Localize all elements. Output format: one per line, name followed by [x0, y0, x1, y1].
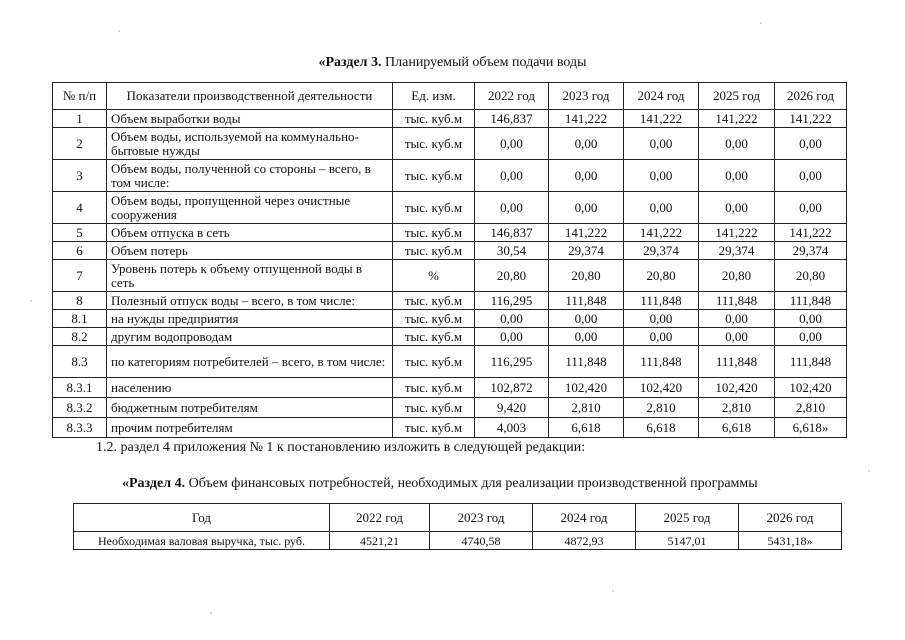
value-cell: 0,00	[475, 160, 549, 192]
value-cell: 0,00	[775, 328, 847, 346]
value-cell: 0,00	[549, 160, 624, 192]
value-cell: 0,00	[624, 128, 699, 160]
value-cell: 0,00	[775, 160, 847, 192]
header-cell: 2024 год	[624, 83, 699, 110]
row-number: 8.3.2	[53, 398, 107, 418]
indicator-name: другим водопроводам	[107, 328, 393, 346]
value-cell: 111,848	[775, 292, 847, 310]
value-cell: 146,837	[475, 110, 549, 128]
value-cell: 6,618	[624, 418, 699, 438]
unit-cell: тыс. куб.м	[393, 398, 475, 418]
scan-speck	[760, 22, 762, 24]
value-cell: 111,848	[624, 292, 699, 310]
value-cell: 102,872	[475, 378, 549, 398]
row-number: 4	[53, 192, 107, 224]
indicator-name: Объем воды, используемой на коммунально-бытовые нужды	[107, 128, 393, 160]
table-row	[53, 328, 847, 346]
value-cell: 0,00	[549, 310, 624, 328]
row-number: 6	[53, 242, 107, 260]
indicator-name: на нужды предприятия	[107, 310, 393, 328]
value-cell: 0,00	[699, 328, 775, 346]
instruction-paragraph: 1.2. раздел 4 приложения № 1 к постановлению изложить в следующей редакции:	[96, 440, 586, 455]
value-cell: 20,80	[624, 260, 699, 292]
value-cell: 0,00	[475, 328, 549, 346]
value-cell: 146,837	[475, 224, 549, 242]
value-cell: 29,374	[549, 242, 624, 260]
indicator-name: Объем выработки воды	[107, 110, 393, 128]
unit-cell: тыс. куб.м	[393, 310, 475, 328]
indicator-name: населению	[107, 378, 393, 398]
table-row	[53, 160, 847, 192]
value-cell: 102,420	[624, 378, 699, 398]
value-cell: 141,222	[699, 110, 775, 128]
value-cell: 5431,18»	[739, 532, 842, 550]
header-cell: Показатели производственной деятельности	[107, 83, 393, 110]
value-cell: 141,222	[624, 224, 699, 242]
unit-cell: тыс. куб.м	[393, 224, 475, 242]
value-cell: 141,222	[699, 224, 775, 242]
header-cell: 2026 год	[739, 504, 842, 532]
value-cell: 0,00	[624, 160, 699, 192]
table-row	[53, 110, 847, 128]
table-row	[53, 418, 847, 438]
scan-speck	[868, 470, 870, 472]
unit-cell: %	[393, 260, 475, 292]
unit-cell: тыс. куб.м	[393, 346, 475, 378]
value-cell: 20,80	[549, 260, 624, 292]
unit-cell: тыс. куб.м	[393, 192, 475, 224]
value-cell: 0,00	[624, 310, 699, 328]
financial-needs-table	[73, 503, 842, 550]
value-cell: 111,848	[699, 292, 775, 310]
header-cell: 2023 год	[430, 504, 533, 532]
value-cell: 0,00	[775, 310, 847, 328]
value-cell: 9,420	[475, 398, 549, 418]
value-cell: 29,374	[775, 242, 847, 260]
value-cell: 102,420	[549, 378, 624, 398]
value-cell: 116,295	[475, 292, 549, 310]
section-4-title-bold: «Раздел 4.	[122, 476, 186, 491]
value-cell: 20,80	[475, 260, 549, 292]
indicator-name: Уровень потерь к объему отпущенной воды в сеть	[107, 260, 393, 292]
value-cell: 0,00	[699, 192, 775, 224]
row-number: 8.1	[53, 310, 107, 328]
table-row	[53, 224, 847, 242]
table-row	[53, 346, 847, 378]
value-cell: 2,810	[624, 398, 699, 418]
value-cell: 4521,21	[330, 532, 430, 550]
value-cell: 0,00	[624, 192, 699, 224]
value-cell: 141,222	[549, 224, 624, 242]
value-cell: 6,618	[549, 418, 624, 438]
header-cell: 2022 год	[475, 83, 549, 110]
row-number: 8.3	[53, 346, 107, 378]
value-cell: 20,80	[699, 260, 775, 292]
value-cell: 29,374	[624, 242, 699, 260]
row-label: Необходимая валовая выручка, тыс. руб.	[74, 532, 330, 550]
indicator-name: Полезный отпуск воды – всего, в том числе:	[107, 292, 393, 310]
value-cell: 2,810	[699, 398, 775, 418]
unit-cell: тыс. куб.м	[393, 242, 475, 260]
value-cell: 111,848	[549, 292, 624, 310]
value-cell: 2,810	[549, 398, 624, 418]
table-row	[53, 398, 847, 418]
value-cell: 0,00	[475, 310, 549, 328]
value-cell: 0,00	[775, 128, 847, 160]
value-cell: 102,420	[699, 378, 775, 398]
table-row	[53, 292, 847, 310]
header-cell: 2025 год	[699, 83, 775, 110]
value-cell: 0,00	[475, 128, 549, 160]
header-cell: 2025 год	[636, 504, 739, 532]
table-row	[53, 378, 847, 398]
value-cell: 141,222	[775, 110, 847, 128]
header-cell: Ед. изм.	[393, 83, 475, 110]
table-row	[53, 310, 847, 328]
row-number: 5	[53, 224, 107, 242]
indicator-name: Объем воды, полученной со стороны – всего, в том числе:	[107, 160, 393, 192]
value-cell: 0,00	[699, 128, 775, 160]
value-cell: 4872,93	[533, 532, 636, 550]
section-4-title-text: Объем финансовых потребностей, необходимых для реализации производственной программы	[185, 476, 758, 491]
row-number: 2	[53, 128, 107, 160]
table-row	[53, 128, 847, 160]
scan-speck	[118, 30, 120, 32]
value-cell: 111,848	[775, 346, 847, 378]
value-cell: 5147,01	[636, 532, 739, 550]
indicator-name: бюджетным потребителям	[107, 398, 393, 418]
section-3-title	[0, 55, 905, 71]
table-row	[53, 242, 847, 260]
value-cell: 141,222	[624, 110, 699, 128]
value-cell: 0,00	[699, 160, 775, 192]
section-4-title	[122, 476, 758, 492]
value-cell: 0,00	[775, 192, 847, 224]
indicator-name: прочим потребителям	[107, 418, 393, 438]
section-3-title-text: Планируемый объем подачи воды	[381, 55, 587, 70]
unit-cell: тыс. куб.м	[393, 128, 475, 160]
header-cell: Год	[74, 504, 330, 532]
value-cell: 2,810	[775, 398, 847, 418]
value-cell: 6,618»	[775, 418, 847, 438]
value-cell: 102,420	[775, 378, 847, 398]
row-number: 8.3.1	[53, 378, 107, 398]
value-cell: 141,222	[775, 224, 847, 242]
scan-speck	[210, 612, 212, 614]
scan-speck	[30, 300, 32, 302]
unit-cell: тыс. куб.м	[393, 378, 475, 398]
unit-cell: тыс. куб.м	[393, 328, 475, 346]
unit-cell: тыс. куб.м	[393, 110, 475, 128]
value-cell: 20,80	[775, 260, 847, 292]
indicator-name: Объем отпуска в сеть	[107, 224, 393, 242]
table-row	[53, 260, 847, 292]
value-cell: 0,00	[549, 328, 624, 346]
table-row	[53, 192, 847, 224]
row-number: 8	[53, 292, 107, 310]
section-3-title-bold: «Раздел 3.	[318, 55, 382, 70]
unit-cell: тыс. куб.м	[393, 418, 475, 438]
value-cell: 116,295	[475, 346, 549, 378]
value-cell: 111,848	[549, 346, 624, 378]
row-number: 1	[53, 110, 107, 128]
scan-speck	[612, 590, 614, 592]
unit-cell: тыс. куб.м	[393, 160, 475, 192]
indicator-name: Объем потерь	[107, 242, 393, 260]
value-cell: 30,54	[475, 242, 549, 260]
unit-cell: тыс. куб.м	[393, 292, 475, 310]
value-cell: 4740,58	[430, 532, 533, 550]
value-cell: 29,374	[699, 242, 775, 260]
indicator-name: по категориям потребителей – всего, в том числе:	[107, 346, 393, 378]
header-cell: 2026 год	[775, 83, 847, 110]
value-cell: 4,003	[475, 418, 549, 438]
header-cell: 2022 год	[330, 504, 430, 532]
value-cell: 0,00	[475, 192, 549, 224]
value-cell: 111,848	[699, 346, 775, 378]
header-cell: № п/п	[53, 83, 107, 110]
value-cell: 0,00	[549, 128, 624, 160]
row-number: 7	[53, 260, 107, 292]
value-cell: 0,00	[699, 310, 775, 328]
value-cell: 141,222	[549, 110, 624, 128]
row-number: 3	[53, 160, 107, 192]
water-supply-table	[52, 82, 847, 438]
table-row	[74, 532, 842, 550]
header-cell: 2024 год	[533, 504, 636, 532]
value-cell: 0,00	[549, 192, 624, 224]
row-number: 8.3.3	[53, 418, 107, 438]
table-header-row	[53, 83, 847, 110]
value-cell: 6,618	[699, 418, 775, 438]
row-number: 8.2	[53, 328, 107, 346]
indicator-name: Объем воды, пропущенной через очистные сооружения	[107, 192, 393, 224]
value-cell: 0,00	[624, 328, 699, 346]
value-cell: 111,848	[624, 346, 699, 378]
table-header-row	[74, 504, 842, 532]
header-cell: 2023 год	[549, 83, 624, 110]
